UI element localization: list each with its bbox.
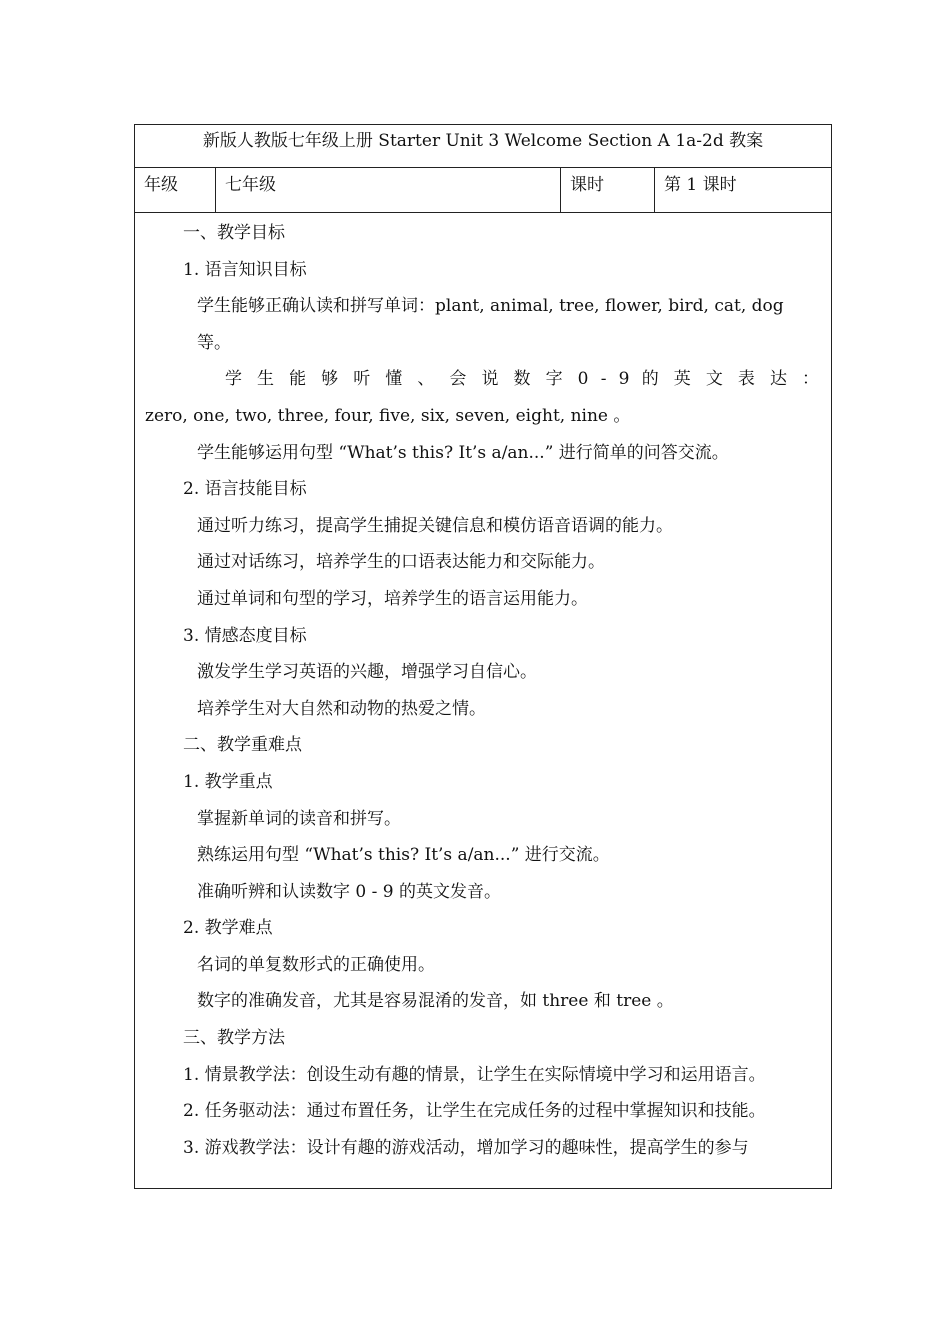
content-paragraph: 通过单词和句型的学习，培养学生的语言运用能力。	[197, 588, 588, 609]
content-body	[145, 215, 821, 1186]
content-paragraph: 通过对话练习，培养学生的口语表达能力和交际能力。	[197, 552, 605, 573]
method-paragraph: 1. 情景教学法：创设生动有趣的情景，让学生在实际情境中学习和运用语言。	[183, 1064, 766, 1085]
content-paragraph: 学生能够运用句型 “What’s this? It’s a/an...” 进行简单的问答交流。	[197, 442, 729, 463]
period-value: 第 1 课时	[655, 168, 832, 213]
subsection-heading: 3. 情感态度目标	[183, 625, 307, 646]
subsection-heading: 1. 语言知识目标	[183, 259, 307, 280]
info-row	[135, 168, 832, 213]
content-paragraph: 培养学生对大自然和动物的热爱之情。	[197, 698, 486, 719]
subsection-heading: 2. 教学难点	[183, 918, 273, 939]
grade-value: 七年级	[216, 168, 561, 213]
subsection-heading: 2. 语言技能目标	[183, 479, 307, 500]
method-paragraph: 3. 游戏教学法：设计有趣的游戏活动，增加学习的趣味性，提高学生的参与	[183, 1137, 749, 1158]
content-row	[135, 213, 832, 1189]
content-paragraph: 激发学生学习英语的兴趣，增强学习自信心。	[197, 662, 537, 683]
period-label: 课时	[561, 168, 655, 213]
content-paragraph: 掌握新单词的读音和拼写。	[197, 808, 401, 829]
content-paragraph: 学 生 能 够 听 懂 、 会 说 数 字 0 - 9 的 英 文 表 达 ：	[225, 369, 822, 390]
section-heading: 一、教学目标	[183, 223, 285, 243]
content-paragraph: 学生能够正确认读和拼写单词：plant, animal, tree, flower, bird, cat, dog 等。	[197, 296, 784, 353]
subsection-heading: 1. 教学重点	[183, 771, 273, 792]
content-paragraph: 熟练运用句型 “What’s this? It’s a/an...” 进行交流。	[197, 845, 610, 866]
section-heading: 三、教学方法	[183, 1028, 285, 1049]
content-paragraph: 名词的单复数形式的正确使用。	[197, 954, 435, 975]
section-heading: 二、教学重难点	[183, 735, 302, 756]
content-cell	[135, 213, 832, 1189]
content-paragraph: 准确听辨和认读数字 0 - 9 的英文发音。	[197, 881, 501, 902]
content-paragraph: 通过听力练习，提高学生捕捉关键信息和模仿语音语调的能力。	[197, 515, 673, 536]
grade-label: 年级	[135, 168, 216, 213]
lesson-plan-table	[134, 124, 832, 1189]
content-paragraph-continuation: zero, one, two, three, four, five, six, seven, eight, nine 。	[145, 405, 631, 426]
content-paragraph: 数字的准确发音，尤其是容易混淆的发音，如 three 和 tree 。	[197, 991, 674, 1012]
document-title: 新版人教版七年级上册 Starter Unit 3 Welcome Section A 1a-2d 教案	[135, 125, 832, 168]
method-paragraph: 2. 任务驱动法：通过布置任务，让学生在完成任务的过程中掌握知识和技能。	[183, 1101, 766, 1122]
title-row	[135, 125, 832, 168]
